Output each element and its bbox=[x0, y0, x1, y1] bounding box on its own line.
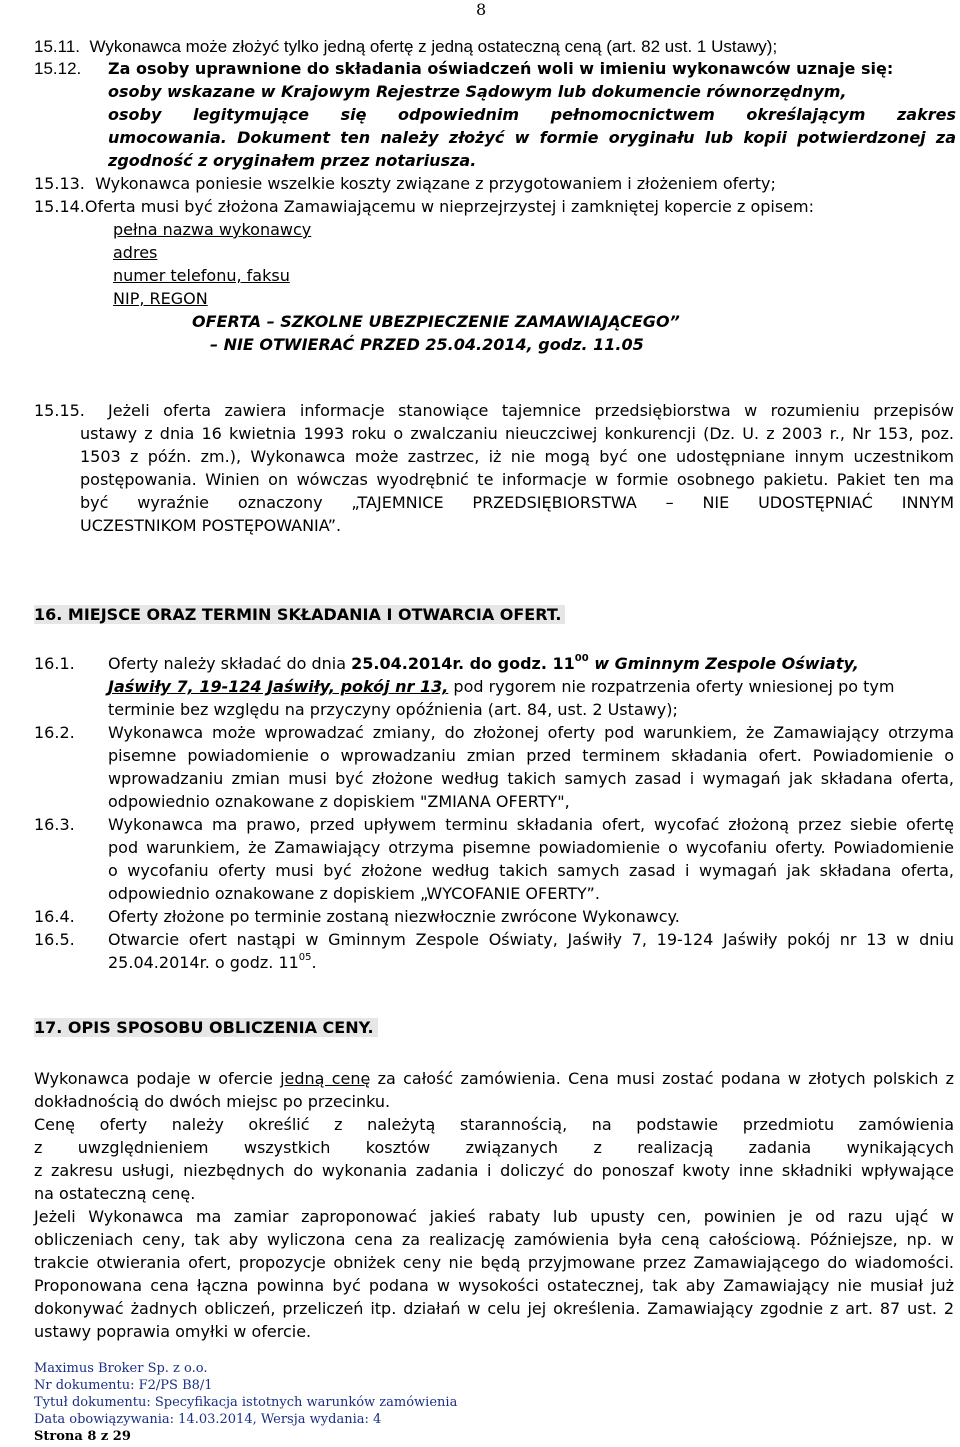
clause-15-12-line: umocowania. Dokument ten należy złożyć w formie oryginału lub kopii potwierdzonej za bbox=[108, 128, 956, 147]
para-2-line: na ostateczną cenę. bbox=[34, 1184, 196, 1203]
clause-15-11 bbox=[34, 35, 777, 58]
clause-16-2-line: wprowadzaniu zmian musi być złożone według takich samych zasad i wymagań jak składana oferta, bbox=[108, 769, 954, 788]
clause-15-15-line: być wyraźnie oznaczony „TAJEMNICE PRZEDSIĘBIORSTWA – NIE UDOSTĘPNIAĆ INNYM bbox=[80, 493, 954, 512]
para-2-line: z zakresu usługi, niezbędnych do wykonania zadania i doliczyć do ponoszaf kwoty inne składniki wpływające bbox=[34, 1161, 954, 1180]
page-number: 8 bbox=[476, 0, 487, 19]
clause-number: 16.1. bbox=[34, 654, 75, 673]
deadline-date: 25.04.2014r. do godz. 11 bbox=[351, 654, 575, 673]
clause-16-3-line: Wykonawca ma prawo, przed upływem terminu składania ofert, wycofać złożoną przez siebie ofertę bbox=[108, 815, 954, 834]
envelope-field: NIP, REGON bbox=[113, 289, 208, 308]
clause-16-5-line-2 bbox=[108, 951, 317, 974]
para-3-line: ustawy poprawia omyłki w ofercie. bbox=[34, 1322, 312, 1341]
clause-text: Wykonawca może złożyć tylko jedną ofertę z jedną ostateczną ceną (art. 82 ust. 1 Ustawy); bbox=[89, 37, 778, 56]
envelope-label-line-2: – NIE OTWIERAĆ PRZED 25.04.2014, godz. 11.05 bbox=[210, 335, 644, 354]
para-3-line: obliczeniach ceny, tak aby wyliczona cena za realizację zamówienia była ceną całościową. Późniejsze, np. w bbox=[34, 1230, 954, 1249]
footer-doc-number: Nr dokumentu: F2/PS B8/1 bbox=[34, 1378, 213, 1393]
clause-16-2-line: odpowiednio oznakowane z dopiskiem "ZMIANA OFERTY", bbox=[108, 792, 570, 811]
clause-number: 16.3. bbox=[34, 815, 75, 834]
clause-15-12 bbox=[34, 57, 81, 80]
clause-number: 16.2. bbox=[34, 723, 75, 742]
envelope-field: pełna nazwa wykonawcy bbox=[113, 220, 312, 239]
envelope-label-line-1: OFERTA – SZKOLNE UBEZPIECZENIE ZAMAWIAJĄCEGO” bbox=[192, 312, 680, 331]
clause-text: . bbox=[311, 953, 317, 972]
clause-15-15-line: postępowania. Winien on wówczas wyodrębnić te informacje w formie osobnego pakietu. Pakiet ten ma bbox=[80, 470, 954, 489]
para-3-line: trakcie otwierania ofert, propozycje obniżek ceny nie będą przyjmowane przez Zamawiającego do wiadomości. bbox=[34, 1253, 954, 1272]
para-1-line-1 bbox=[34, 1067, 954, 1090]
clause-15-13 bbox=[34, 172, 776, 195]
clause-16-2-line: Wykonawca może wprowadzać zmiany, do złożonej oferty pod warunkiem, że Zamawiający otrzyma bbox=[108, 723, 954, 742]
clause-15-12-line: osoby wskazane w Krajowym Rejestrze Sądowym lub dokumencie równorzędnym, bbox=[108, 82, 847, 101]
envelope-field: adres bbox=[113, 243, 158, 262]
clause-16-1-line-1 bbox=[108, 652, 859, 675]
envelope-field: numer telefonu, faksu bbox=[113, 266, 290, 285]
clause-16-1-line-3: terminie bez względu na przyczyny opóźnienia (art. 84, ust. 2 Ustawy); bbox=[108, 700, 678, 719]
para-text: za całość zamówienia. Cena musi zostać podana w złotych polskich z bbox=[370, 1069, 955, 1088]
clause-number: 15.15. bbox=[34, 401, 85, 420]
clause-15-12-line: osoby legitymujące się odpowiednim pełnomocnictwem określającym zakres bbox=[108, 105, 956, 124]
clause-number: 15.12. bbox=[34, 59, 82, 78]
clause-text: Oferta musi być złożona Zamawiającemu w nieprzejrzystej i zamkniętej kopercie z opisem: bbox=[84, 197, 814, 216]
clause-number: 16.4. bbox=[34, 907, 75, 926]
clause-number: 15.11. bbox=[34, 37, 81, 56]
para-3-line: dokonywać żadnych obliczeń, przeliczeń itp. działań w celu jej określenia. Zamawiający zgodnie z art. 87 ust. 2 bbox=[34, 1299, 954, 1318]
para-2-line: Cenę oferty należy określić z należytą starannością, na podstawie przedmiotu zamówienia bbox=[34, 1115, 954, 1134]
clause-15-15-line: ustawy z dnia 16 kwietnia 1993 roku o zwalczaniu nieuczciwej konkurencji (Dz. U. z 2003 r., Nr 153, poz. bbox=[80, 424, 954, 443]
clause-15-15-line: Jeżeli oferta zawiera informacje stanowiące tajemnice przedsiębiorstwa w rozumieniu przepisów bbox=[108, 401, 954, 420]
clause-text: 25.04.2014r. o godz. 11 bbox=[108, 953, 299, 972]
clause-15-15-line: UCZESTNIKOM POSTĘPOWANIA”. bbox=[80, 516, 342, 535]
clause-16-3-line: o wycofaniu oferty musi być złożone według takich samych zasad i wymagań jak składana oferta, bbox=[108, 861, 954, 880]
para-2-line: z uwzględnieniem wszystkich kosztów związanych z realizacją zadania wynikających bbox=[34, 1138, 954, 1157]
footer-doc-title: Tytuł dokumentu: Specyfikacja istotnych warunków zamówienia bbox=[34, 1395, 458, 1410]
para-text: Wykonawca podaje w ofercie bbox=[34, 1069, 281, 1088]
clause-16-3-line: pod warunkiem, że Zamawiający otrzyma pisemne powiadomienie o wycofaniu oferty. Powiadomienie bbox=[108, 838, 954, 857]
clause-number: 16.5. bbox=[34, 930, 75, 949]
clause-15-12-lead: Za osoby uprawnione do składania oświadczeń woli w imieniu wykonawców uznaje się: bbox=[108, 59, 894, 78]
submission-address: Jaświły 7, 19-124 Jaświły, pokój nr 13, bbox=[108, 677, 449, 696]
footer-page-counter: Strona 8 z 29 bbox=[34, 1429, 131, 1444]
para-3-line: Proponowana cena łączna powinna być podana w wysokości ostatecznej, tak aby Zamawiający nie musiał już bbox=[34, 1276, 954, 1295]
clause-text: Oferty należy składać do dnia bbox=[108, 654, 352, 673]
clause-number: 15.13. bbox=[34, 174, 85, 193]
section-16-heading: 16. MIEJSCE ORAZ TERMIN SKŁADANIA I OTWARCIA OFERT. bbox=[34, 605, 565, 624]
deadline-minutes: 00 bbox=[574, 652, 589, 664]
opening-minutes: 05 bbox=[298, 951, 312, 963]
clause-16-1-line-2 bbox=[108, 675, 894, 698]
clause-16-2-line: pisemne powiadomienie o wprowadzaniu zmian przed terminem składania ofert. Powiadomienie o bbox=[108, 746, 954, 765]
para-1-line-2: dokładnością do dwóch miejsc po przecinku. bbox=[34, 1092, 391, 1111]
clause-16-5-line-1: Otwarcie ofert nastąpi w Gminnym Zespole Oświaty, Jaświły 7, 19-124 Jaświły pokój nr 13 w dniu bbox=[108, 930, 954, 949]
clause-16-3-line: odpowiednio oznakowane z dopiskiem „WYCOFANIE OFERTY”. bbox=[108, 884, 600, 903]
single-price-emphasis: jedną cenę bbox=[280, 1069, 371, 1088]
clause-16-4-text: Oferty złożone po terminie zostaną niezwłocznie zwrócone Wykonawcy. bbox=[108, 907, 680, 926]
para-3-line: Jeżeli Wykonawca ma zamiar zaproponować jakieś rabaty lub upusty cen, powinien je od razu ująć w bbox=[34, 1207, 954, 1226]
footer-validity: Data obowiązywania: 14.03.2014, Wersja wydania: 4 bbox=[34, 1412, 382, 1427]
clause-number: 15.14. bbox=[34, 197, 85, 216]
footer-company: Maximus Broker Sp. z o.o. bbox=[34, 1361, 208, 1376]
submission-place: w Gminnym Zespole Oświaty, bbox=[588, 654, 859, 673]
clause-15-15-line: 1503 z późn. zm.), Wykonawca może zastrzec, iż nie mogą być one udostępniane innym uczestnikom bbox=[80, 447, 954, 466]
clause-text: Wykonawca poniesie wszelkie koszty związane z przygotowaniem i złożeniem oferty; bbox=[95, 174, 776, 193]
clause-text: pod rygorem nie rozpatrzenia oferty wniesionej po tym bbox=[448, 677, 895, 696]
section-17-heading: 17. OPIS SPOSOBU OBLICZENIA CENY. bbox=[34, 1018, 378, 1037]
clause-15-12-line: zgodność z oryginałem przez notariusza. bbox=[108, 151, 477, 170]
clause-15-14 bbox=[34, 195, 814, 218]
